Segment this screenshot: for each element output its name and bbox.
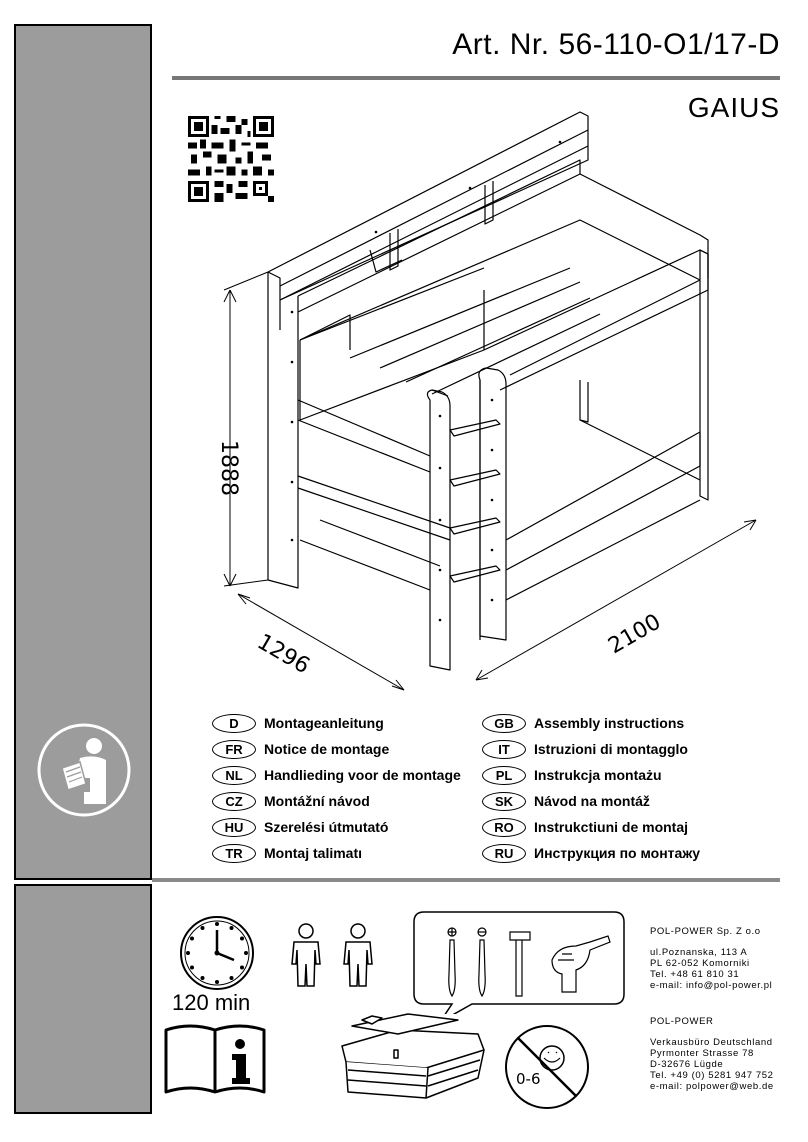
section-divider bbox=[152, 878, 780, 882]
lang-row bbox=[212, 790, 370, 812]
lang-row bbox=[482, 738, 688, 760]
lang-label: Инструкция по монтажу bbox=[534, 845, 701, 861]
company-line: Tel. +48 61 810 31 bbox=[650, 969, 740, 980]
lang-label: Montaj talimatı bbox=[264, 845, 363, 861]
age-warning: 0-6 bbox=[516, 1070, 541, 1088]
lang-code: CZ bbox=[212, 792, 256, 811]
company-line: PL 62-052 Komorniki bbox=[650, 958, 750, 969]
lang-row bbox=[212, 842, 362, 864]
company-de bbox=[650, 1016, 774, 1092]
company-line: Pyrmonter Strasse 78 bbox=[650, 1048, 754, 1059]
lang-code: NL bbox=[212, 766, 256, 785]
sidebar-bottom bbox=[14, 884, 152, 1114]
lang-label: Návod na montáž bbox=[534, 793, 650, 809]
lang-code: D bbox=[212, 714, 256, 733]
company-line: ul.Poznanska, 113 A bbox=[650, 947, 748, 958]
lang-code: RO bbox=[482, 818, 526, 837]
toolbox-icon bbox=[338, 1010, 488, 1102]
lang-row bbox=[212, 816, 388, 838]
company-name: POL-POWER Sp. Z o.o bbox=[650, 926, 761, 937]
company-pl bbox=[650, 926, 772, 991]
article-number: Art. Nr. 56-110-O1/17-D bbox=[452, 28, 780, 61]
lang-code: IT bbox=[482, 740, 526, 759]
lang-label: Montageanleitung bbox=[264, 715, 384, 731]
dim-depth: 1296 bbox=[252, 629, 314, 680]
company-name: POL-POWER bbox=[650, 1016, 714, 1027]
lang-label: Notice de montage bbox=[264, 741, 390, 757]
lang-code: SK bbox=[482, 792, 526, 811]
dim-width: 2100 bbox=[604, 609, 666, 660]
lang-label: Istruzioni di montagglo bbox=[534, 741, 688, 757]
lang-code: FR bbox=[212, 740, 256, 759]
person-icon bbox=[338, 922, 378, 988]
lang-code: TR bbox=[212, 844, 256, 863]
lang-label: Assembly instructions bbox=[534, 715, 685, 731]
read-manual-icon bbox=[36, 722, 132, 818]
company-line: Tel. +49 (0) 5281 947 752 bbox=[650, 1070, 774, 1081]
language-list bbox=[212, 712, 772, 872]
lang-row bbox=[482, 842, 700, 864]
no-children-icon bbox=[502, 1022, 592, 1112]
company-line: D-32676 Lügde bbox=[650, 1059, 724, 1070]
lang-row bbox=[212, 738, 389, 760]
lang-label: Szerelési útmutató bbox=[264, 819, 389, 835]
clock-icon bbox=[178, 914, 256, 992]
lang-row bbox=[482, 790, 650, 812]
lang-row bbox=[212, 712, 384, 734]
person-icon bbox=[286, 922, 326, 988]
lang-code: HU bbox=[212, 818, 256, 837]
lang-label: Handlieding voor de montage bbox=[264, 767, 461, 783]
info-manual-icon bbox=[162, 1022, 268, 1096]
header-divider bbox=[172, 76, 780, 80]
lang-row bbox=[482, 816, 688, 838]
lang-label: Montážní návod bbox=[264, 793, 370, 809]
company-email: e-mail: info@pol-power.pl bbox=[650, 980, 773, 991]
model-name: GAIUS bbox=[687, 92, 780, 123]
lang-row bbox=[482, 712, 684, 734]
lang-code: GB bbox=[482, 714, 526, 733]
lang-label: Instrukctiuni de montaj bbox=[534, 819, 689, 835]
tools-bubble bbox=[412, 910, 626, 1014]
bunk-bed-drawing bbox=[180, 100, 780, 700]
company-email: e-mail: polpower@web.de bbox=[650, 1081, 774, 1092]
lang-row bbox=[482, 764, 662, 786]
company-line: Verkausbüro Deutschland bbox=[650, 1037, 773, 1048]
dim-height: 1888 bbox=[216, 440, 241, 496]
assembly-time: 120 min bbox=[172, 990, 251, 1015]
lang-label: Instrukcja montażu bbox=[534, 767, 662, 783]
lang-code: RU bbox=[482, 844, 526, 863]
lang-code: PL bbox=[482, 766, 526, 785]
lang-row bbox=[212, 764, 461, 786]
